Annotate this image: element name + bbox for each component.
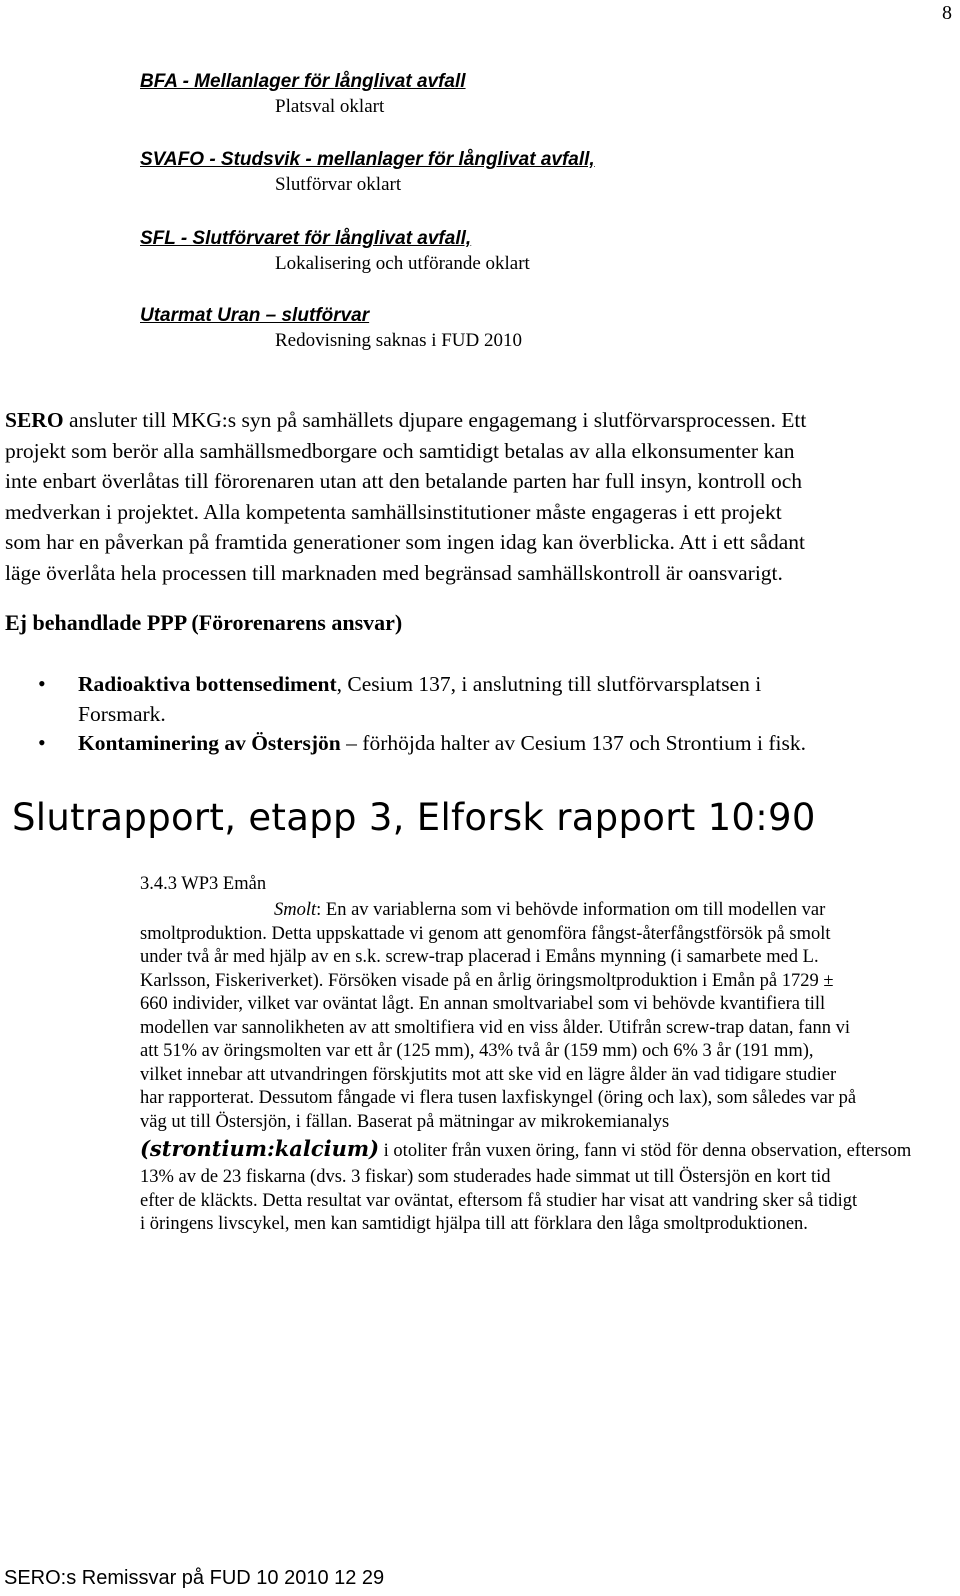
report-line: Karlsson, Fiskeriverket). Försöken visade på en årlig öringsmoltproduktion i Emån på 1729 ± [140, 970, 834, 991]
sero-line: ansluter till MKG:s syn på samhällets djupare engagemang i slutförvarsprocessen. Ett [63, 408, 807, 432]
report-line: att 51% av öringsmolten var ett år (125 mm), 43% två år (159 mm) och 6% 3 år (191 mm), [140, 1041, 814, 1061]
sero-line: läge överlåta hela processen till marknaden med begränsad samhällskontroll är oansvarigt. [5, 560, 783, 585]
sero-paragraph [5, 405, 940, 588]
report-line: vilket innebar att utvandringen förskjutits mot att ske vid en lägre ålder än vad tidigare studier [140, 1064, 837, 1085]
report-line: i otoliter från vuxen öring, fann vi stöd för denna observation, eftersom [379, 1141, 912, 1161]
report-line: smoltproduktion. Detta uppskattade vi genom att genomföra fångst-återfångstförsök på smolt [140, 923, 831, 944]
page-number: 8 [942, 2, 952, 24]
item-title-uran: Utarmat Uran – slutförvar [140, 305, 370, 326]
bullet-text: , Cesium 137, i anslutning till slutförvarsplatsen i [336, 672, 762, 696]
report-line: modellen var sannolikheten av att smoltifiera vid en viss ålder. Utifrån screw-trap datan, fann vi [140, 1017, 850, 1038]
footer: SERO:s Remissvar på FUD 10 2010 12 29 [4, 1567, 385, 1589]
bullet-bold: Kontaminering av Östersjön [78, 731, 341, 755]
bullet-text-cont: Forsmark. [78, 702, 166, 726]
section-heading: 3.4.3 WP3 Emån [140, 874, 267, 894]
report-line: 13% av de 23 fiskarna (dvs. 3 fiskar) som studerades hade simmat ut till Östersjön en kort tid [140, 1167, 831, 1187]
report-line: : En av variablerna som vi behövde information om till modellen var [316, 900, 826, 920]
ppp-heading: Ej behandlade PPP (Förorenarens ansvar) [5, 610, 403, 635]
bullet-bold: Radioaktiva bottensediment [78, 672, 337, 696]
smolt-label: Smolt [274, 900, 317, 920]
item-status-bfa: Platsval oklart [275, 96, 385, 117]
sero-line: inte enbart överlåtas till förorenaren utan att den betalande parten har full insyn, kontroll och [5, 469, 803, 493]
report-line: efter de kläckts. Detta resultat var oväntat, eftersom få studier har visat att vandring sker så tidigt [140, 1190, 858, 1211]
item-title-svafo: SVAFO - Studsvik - mellanlager för långlivat avfall, [140, 149, 595, 170]
item-title-sfl: SFL - Slutförvaret för långlivat avfall, [140, 228, 472, 249]
bullet-icon: • [38, 671, 46, 696]
report-line: i öringens livscykel, men kan samtidigt hjälpa till att förklara den låga smoltproduktionen. [140, 1214, 808, 1234]
sero-line: projekt som berör alla samhällsmedborgare och samtidigt betalas av alla elkonsumenter kan [5, 438, 795, 463]
strontium-term: (strontium:kalcium) [140, 1136, 380, 1161]
item-title-bfa: BFA - Mellanlager för långlivat avfall [140, 71, 466, 92]
report-line: har rapporterat. Dessutom fångade vi flera tusen laxfiskyngel (öring och lax), som således var på [140, 1088, 857, 1108]
item-status-svafo: Slutförvar oklart [275, 174, 402, 195]
report-body [140, 899, 946, 1237]
sero-line: medverkan i projektet. Alla kompetenta samhällsinstitutioner måste engageras i ett projekt [5, 499, 782, 524]
report-title: Slutrapport, etapp 3, Elforsk rapport 10:90 [12, 796, 816, 839]
bullet-icon: • [38, 730, 46, 755]
report-line: 660 individer, vilket var oväntat lågt. En annan smoltvariabel som vi behövde kvantifiera till [140, 994, 826, 1014]
sero-line: som har en påverkan på framtida generationer som ingen idag kan överblicka. Att i ett sådant [5, 530, 806, 554]
item-status-uran: Redovisning saknas i FUD 2010 [275, 330, 522, 351]
report-line: under två år med hjälp av en s.k. screw-trap placerad i Emåns mynning (i samarbete med L. [140, 947, 819, 967]
sero-bold: SERO [5, 408, 64, 432]
item-status-sfl: Lokalisering och utförande oklart [275, 253, 530, 274]
bullet-text: – förhöjda halter av Cesium 137 och Strontium i fisk. [340, 731, 806, 755]
report-line: väg ut till Östersjön, i fällan. Baserat på mätningar av mikrokemianalys [140, 1111, 670, 1132]
